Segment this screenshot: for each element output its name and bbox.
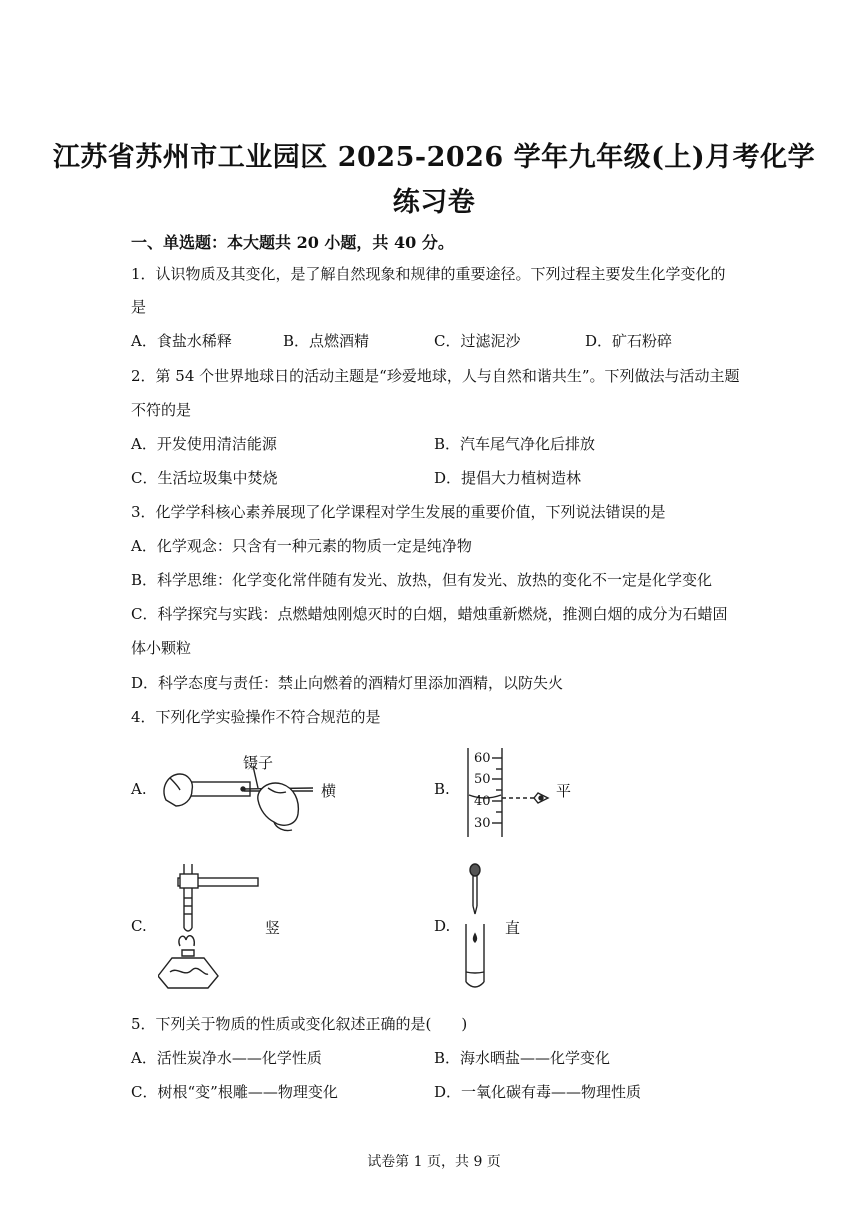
q4-stem: 4．下列化学实验操作不符合规范的是 (131, 708, 381, 726)
q3-option-c-cont: 体小颗粒 (131, 639, 192, 657)
q4-b-tick-60: 60 (474, 751, 491, 766)
q5-option-b: B．海水晒盐——化学变化 (434, 1049, 611, 1067)
q4-option-d-label: D. (434, 917, 451, 935)
q4-b-tick-50: 50 (474, 772, 491, 787)
q3-option-a: A．化学观念：只含有一种元素的物质一定是纯净物 (131, 537, 472, 555)
section-heading: 一、单选题：本大题共 20 小题，共 40 分。 (131, 233, 454, 252)
q2-option-a: A．开发使用清洁能源 (131, 435, 277, 453)
q1-option-d: D．矿石粉碎 (585, 332, 673, 350)
q3-option-b: B．科学思维：化学变化常伴随有发光、放热，但有发光、放热的变化不一定是化学变化 (131, 571, 713, 589)
q3-option-c: C．科学探究与实践：点燃蜡烛刚熄灭时的白烟，蜡烛重新燃烧，推测白烟的成分为石蜡固 (131, 605, 728, 623)
q4-c-heating-figure (158, 862, 263, 992)
q1-option-c: C．过滤泥沙 (434, 332, 521, 350)
q4-option-b-label: B. (434, 780, 450, 798)
q5-option-c: C．树根“变”根雕——物理变化 (131, 1083, 338, 1101)
q3-option-d: D．科学态度与责任：禁止向燃着的酒精灯里添加酒精，以防失火 (131, 674, 564, 692)
q1-option-a: A．食盐水稀释 (131, 332, 232, 350)
q2-stem-line1: 2．第 54 个世界地球日的活动主题是“珍爱地球，人与自然和谐共生”。下列做法与活动主题 (131, 367, 740, 385)
q4-a-tweezers-figure (158, 760, 318, 835)
q1-option-b: B．点燃酒精 (283, 332, 370, 350)
q2-option-c: C．生活垃圾集中焚烧 (131, 469, 278, 487)
q2-option-d: D．提倡大力植树造林 (434, 469, 582, 487)
page-footer: 试卷第 1 页，共 9 页 (367, 1154, 501, 1170)
q4-d-dropper-figure (460, 862, 490, 992)
exam-title-line2: 练习卷 (392, 187, 476, 218)
q4-b-tick-40: 40 (474, 794, 491, 809)
q4-option-a-label: A. (131, 780, 147, 798)
q5-stem: 5．下列关于物质的性质或变化叙述正确的是( ) (131, 1015, 468, 1033)
q4-option-c-label: C. (131, 917, 147, 935)
q3-stem: 3．化学学科核心素养展现了化学课程对学生发展的重要价值，下列说法错误的是 (131, 503, 666, 521)
q5-option-d: D．一氧化碳有毒——物理性质 (434, 1083, 642, 1101)
q5-option-a: A．活性炭净水——化学性质 (131, 1049, 322, 1067)
q4-a-tweezers-label: 镊子 (243, 754, 274, 772)
q2-stem-line2: 不符的是 (131, 401, 192, 419)
q4-b-tick-30: 30 (474, 816, 491, 831)
q4-b-note: 平 (556, 782, 572, 800)
exam-title-line1: 江苏省苏州市工业园区 2025-2026 学年九年级(上)月考化学 (52, 142, 816, 173)
q4-d-note: 直 (505, 919, 521, 937)
q4-c-note: 竖 (265, 919, 281, 937)
q1-stem-line2: 是 (131, 298, 147, 316)
q4-a-note: 横 (321, 782, 337, 800)
q1-stem-line1: 1．认识物质及其变化，是了解自然现象和规律的重要途径。下列过程主要发生化学变化的 (131, 265, 726, 283)
q2-option-b: B．汽车尾气净化后排放 (434, 435, 596, 453)
